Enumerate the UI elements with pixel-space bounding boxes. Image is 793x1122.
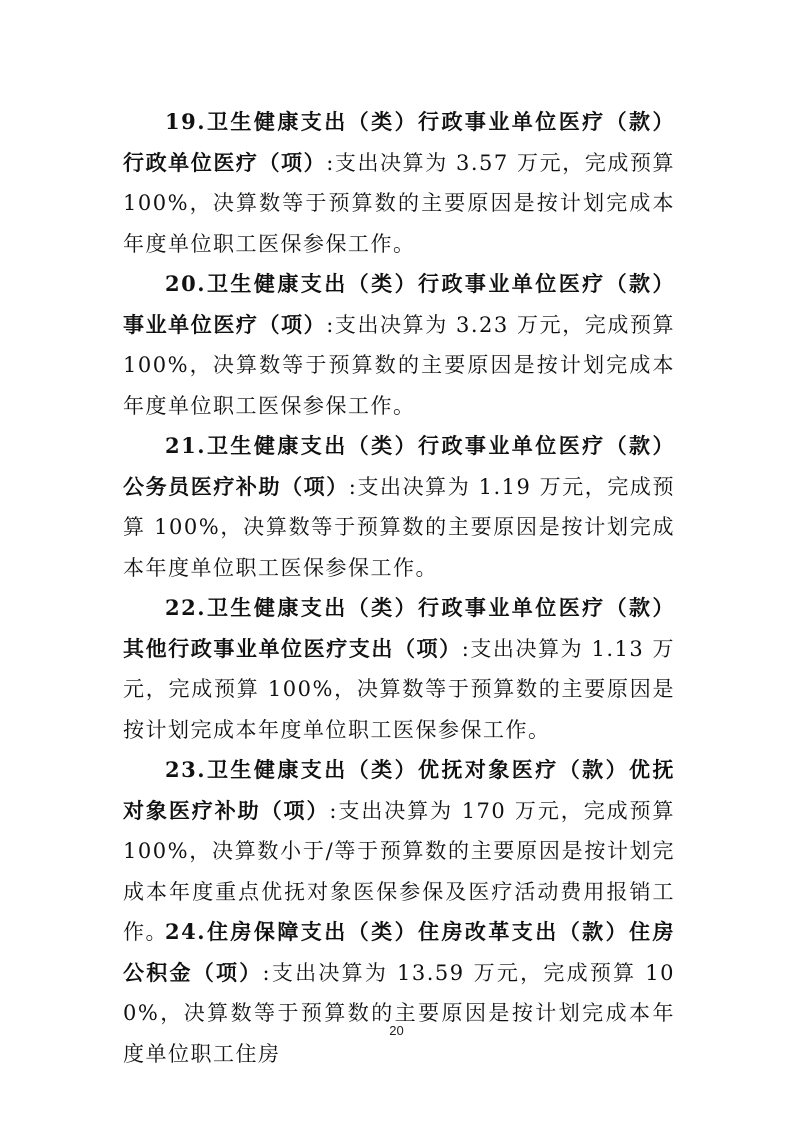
paragraph-heading: 21.卫生健康支出（类）行政事业单位医疗（款）公务员医疗补助（项） [123,433,675,499]
paragraph-heading: 24.住房保障支出（类）住房改革支出（款）住房公积金（项） [123,919,675,985]
paragraph-body: :支出决算为 1.19 万元，完成预算 100%，决算数等于预算数的主要原因是按计划完成本年度单位职工医保参保工作。 [123,474,676,580]
paragraph-body: :支出决算为 13.59 万元，完成预算 100%，决算数等于预算数的主要原因是按计划完成本年度单位职工住房 [123,960,675,1066]
paragraph-heading: 23.卫生健康支出（类）优抚对象医疗（款）优抚对象医疗补助（项） [123,757,675,823]
paragraph-20 [123,264,675,426]
paragraph-body: :支出决算为 170 万元，完成预算 100%，决算数小于/等于预算数的主要原因是按计划完成本年度重点优抚对象医保参保及医疗活动费用报销工作。 [123,798,675,944]
paragraph-body: :支出决算为 3.23 万元，完成预算 100%，决算数等于预算数的主要原因是按计划完成本年度单位职工医保参保工作。 [123,312,676,418]
paragraph-heading: 19.卫生健康支出（类）行政事业单位医疗（款）行政单位医疗（项） [123,109,675,175]
paragraph-22 [123,588,675,750]
paragraph-21 [123,426,675,588]
paragraph-heading: 22.卫生健康支出（类）行政事业单位医疗（款）其他行政事业单位医疗支出（项） [123,595,675,661]
page-number: 20 [389,1023,404,1038]
paragraph-24 [123,912,675,1074]
paragraph-body: :支出决算为 3.57 万元，完成预算 100%，决算数等于预算数的主要原因是按计划完成本年度单位职工医保参保工作。 [123,150,676,256]
paragraph-19 [123,102,675,264]
paragraph-body: :支出决算为 1.13 万元，完成预算 100%，决算数等于预算数的主要原因是按计划完成本年度单位职工医保参保工作。 [123,636,676,742]
paragraph-heading: 20.卫生健康支出（类）行政事业单位医疗（款）事业单位医疗（项） [123,271,675,337]
